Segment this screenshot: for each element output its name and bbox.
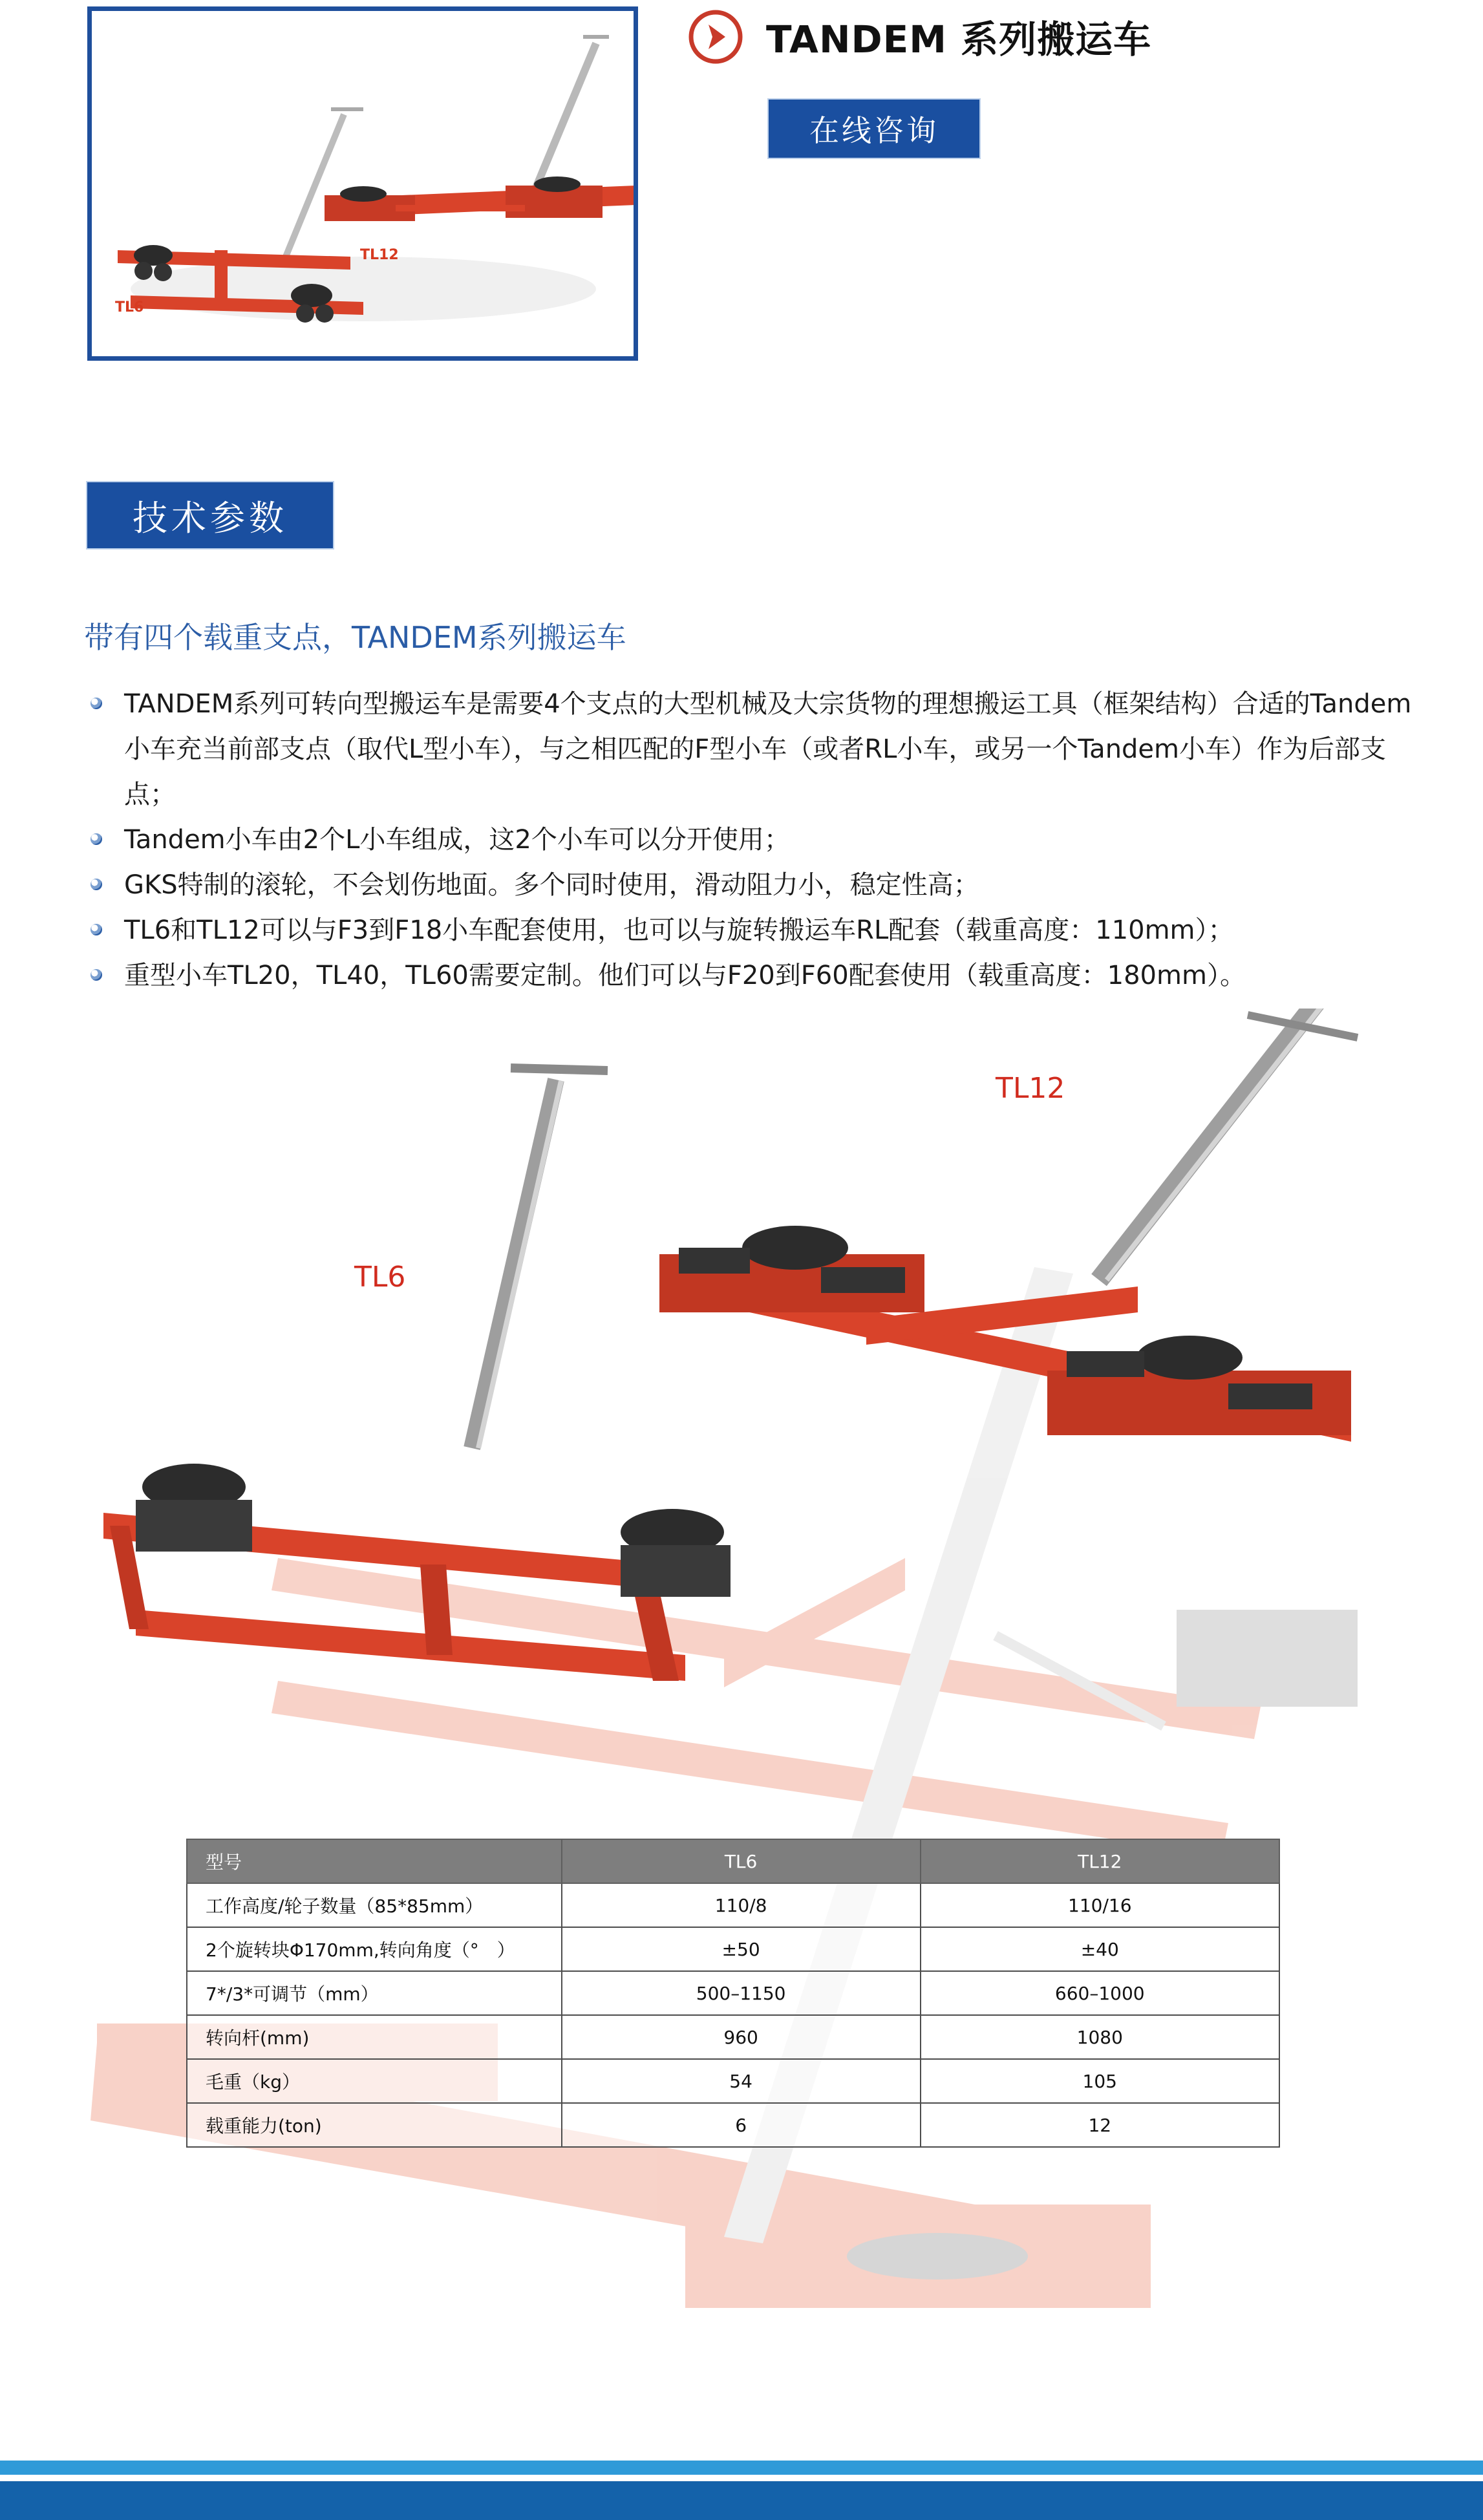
tandem-photo-illustration bbox=[92, 11, 634, 356]
list-item bbox=[91, 953, 1435, 998]
list-item-text: Tandem小车由2个L小车组成，这2个小车可以分开使用； bbox=[124, 825, 790, 855]
table-cell: 6 bbox=[562, 2103, 921, 2147]
feature-list bbox=[91, 681, 1435, 998]
table-row bbox=[187, 1927, 1279, 1971]
table-header-cell: TL6 bbox=[562, 1839, 921, 1883]
table-cell: 工作高度/轮子数量（85*85mm） bbox=[187, 1883, 562, 1927]
table-cell: 110/8 bbox=[562, 1883, 921, 1927]
list-item bbox=[91, 817, 1435, 862]
list-item-text: GKS特制的滚轮，不会划伤地面。多个同时使用，滑动阻力小，稳定性高； bbox=[124, 870, 979, 900]
table-cell: 7*/3*可调节（mm） bbox=[187, 1971, 562, 2015]
table-row bbox=[187, 1971, 1279, 2015]
spec-table bbox=[186, 1839, 1280, 2148]
list-item-text: TANDEM系列可转向型搬运车是需要4个支点的大型机械及大宗货物的理想搬运工具（框架结构）合适的Tandem小车充当前部支点（取代L型小车），与之相匹配的F型小车（或者RL小车，或另一个Tandem小车）作为后部支点； bbox=[124, 689, 1412, 809]
table-header-row bbox=[187, 1839, 1279, 1883]
bullet-icon bbox=[91, 924, 102, 935]
table-cell: ±40 bbox=[921, 1927, 1279, 1971]
table-cell: 2个旋转块Φ170mm,转向角度（° ） bbox=[187, 1927, 562, 1971]
table-cell: 500–1150 bbox=[562, 1971, 921, 2015]
illustration-label-tl6: TL6 bbox=[354, 1261, 406, 1294]
table-header-cell: TL12 bbox=[921, 1839, 1279, 1883]
bullet-icon bbox=[91, 698, 102, 709]
table-cell: 转向杆(mm) bbox=[187, 2015, 562, 2059]
table-cell: ±50 bbox=[562, 1927, 921, 1971]
table-cell: 12 bbox=[921, 2103, 1279, 2147]
table-cell: 1080 bbox=[921, 2015, 1279, 2059]
section-subheading: 带有四个载重支点，TANDEM系列搬运车 bbox=[84, 620, 626, 655]
bullet-icon bbox=[91, 833, 102, 845]
list-item-text: 重型小车TL20，TL40，TL60需要定制。他们可以与F20到F60配套使用（载重高度：180mm）。 bbox=[124, 961, 1246, 990]
table-header-cell: 型号 bbox=[187, 1839, 562, 1883]
page-title: TANDEM 系列搬运车 bbox=[766, 17, 1152, 61]
table-row bbox=[187, 2059, 1279, 2103]
table-cell: 960 bbox=[562, 2015, 921, 2059]
table-cell: 毛重（kg） bbox=[187, 2059, 562, 2103]
product-photo bbox=[87, 6, 638, 361]
table-row bbox=[187, 2015, 1279, 2059]
table-row bbox=[187, 2103, 1279, 2147]
bullet-icon bbox=[91, 879, 102, 890]
online-consult-button[interactable]: 在线咨询 bbox=[767, 98, 981, 159]
list-item-text: TL6和TL12可以与F3到F18小车配套使用，也可以与旋转搬运车RL配套（载重高度：110mm）； bbox=[124, 915, 1234, 945]
table-cell: 54 bbox=[562, 2059, 921, 2103]
tandem-main-illustration bbox=[0, 1009, 1483, 2463]
tech-params-button[interactable]: 技术参数 bbox=[86, 481, 334, 550]
chevron-right-circle-icon bbox=[688, 9, 743, 65]
list-item bbox=[91, 862, 1435, 908]
bullet-icon bbox=[91, 969, 102, 981]
table-cell: 载重能力(ton) bbox=[187, 2103, 562, 2147]
footer-stripe-light bbox=[0, 2461, 1483, 2475]
photo-label-tl12: TL12 bbox=[360, 247, 399, 263]
photo-label-tl6: TL6 bbox=[115, 299, 144, 315]
list-item bbox=[91, 681, 1435, 817]
table-cell: 660–1000 bbox=[921, 1971, 1279, 2015]
table-cell: 110/16 bbox=[921, 1883, 1279, 1927]
list-item bbox=[91, 908, 1435, 953]
table-row bbox=[187, 1883, 1279, 1927]
footer-stripe-dark bbox=[0, 2481, 1483, 2520]
illustration-label-tl12: TL12 bbox=[996, 1072, 1065, 1105]
table-cell: 105 bbox=[921, 2059, 1279, 2103]
